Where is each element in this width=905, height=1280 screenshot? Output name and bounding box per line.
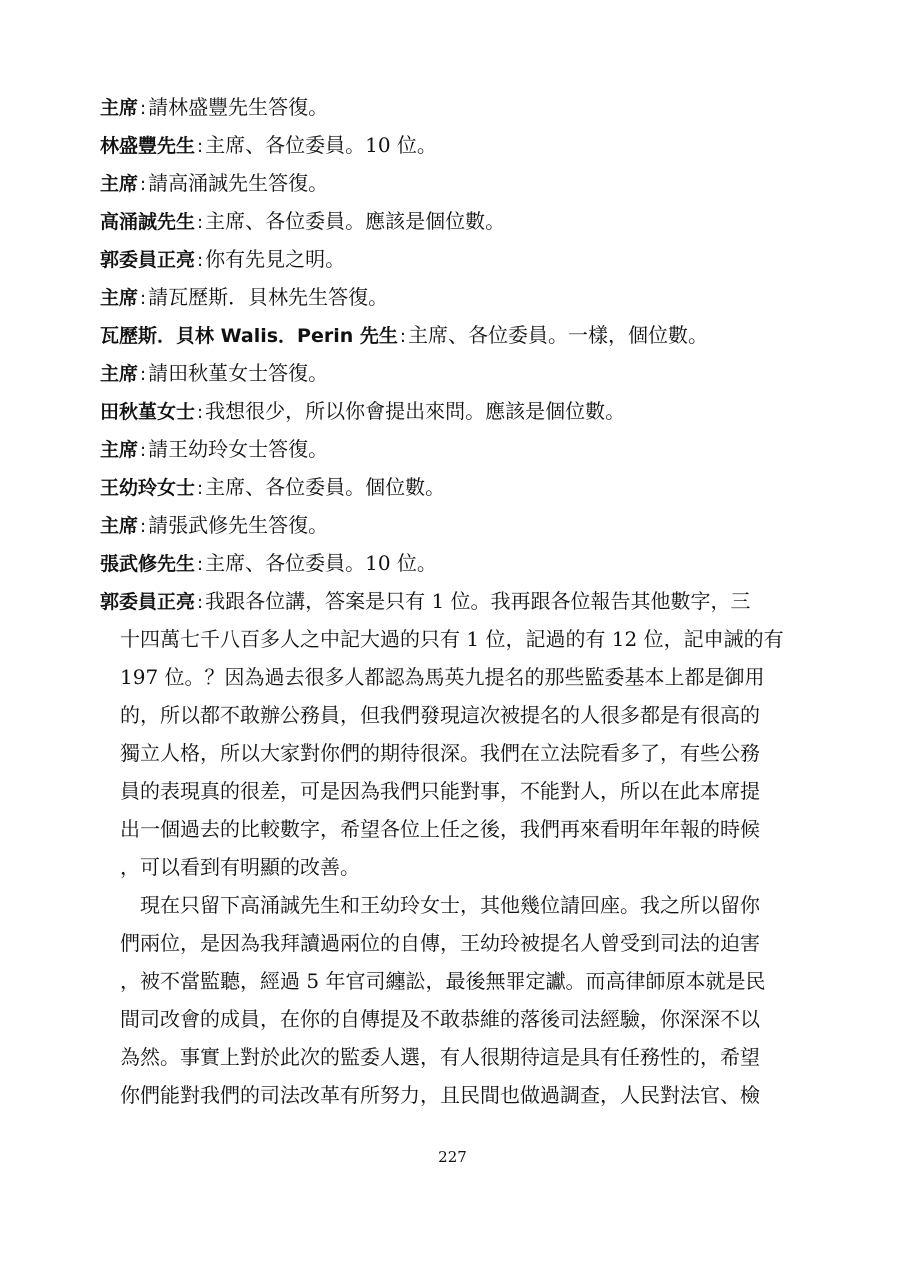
speaker-name: 主席 [100,363,139,385]
turn-text: 主席、各位委員。應該是個位數。 [205,209,506,233]
paragraph-line: 為然。事實上對於此次的監委人選，有人很期待這是具有任務性的，希望 [120,1045,760,1069]
turn-text: 請張武修先生答復。 [148,513,329,537]
speaker-name: 張武修先生 [100,553,196,575]
speaker-name: 主席 [100,287,139,309]
turn-text: 請王幼玲女士答復。 [148,437,329,461]
turn-text: 我跟各位講，答案是只有 1 位。我再跟各位報告其他數字，三 [205,589,751,613]
speaker-name: 田秋堇女士 [100,401,196,423]
speaker-name: 主席 [100,97,139,119]
turn-line: 瓦歷斯．貝林 Walis．Perin 先生 : 主席、各位委員。一樣，個位數。 [100,323,708,347]
turn-text: 請高涌誠先生答復。 [148,171,329,195]
turn-line: 林盛豐先生 : 主席、各位委員。10 位。 [100,133,437,157]
turn-line: 王幼玲女士 : 主席、各位委員。個位數。 [100,475,446,499]
turn-text: 主席、各位委員。個位數。 [205,475,446,499]
speaker-name: 主席 [100,173,139,195]
speaker-name: 瓦歷斯．貝林 Walis．Perin 先生 [100,325,398,347]
turn-text: 主席、各位委員。10 位。 [205,133,437,157]
speaker-name: 主席 [100,439,139,461]
speaker-name: 主席 [100,515,139,537]
long-turn-first-line: 郭委員正亮 : 我跟各位講，答案是只有 1 位。我再跟各位報告其他數字，三 [100,589,751,613]
paragraph-line: 們兩位，是因為我拜讀過兩位的自傳，王幼玲被提名人曾受到司法的迫害 [120,931,760,955]
paragraph-line: ，可以看到有明顯的改善。 [120,855,360,879]
turn-line: 主席 : 請瓦歷斯．貝林先生答復。 [100,285,389,309]
turn-text: 請田秋堇女士答復。 [148,361,329,385]
speaker-name: 林盛豐先生 [100,135,196,157]
paragraph-line: 現在只留下高涌誠先生和王幼玲女士，其他幾位請回座。我之所以留你 [140,893,760,917]
paragraph-line: 出一個過去的比較數字，希望各位上任之後，我們再來看明年年報的時候 [120,817,760,841]
turn-text: 主席、各位委員。10 位。 [205,551,437,575]
speaker-name: 高涌誠先生 [100,211,196,233]
paragraph-line: ，被不當監聽，經過 5 年官司纏訟，最後無罪定讞。而高律師原本就是民 [120,969,766,993]
turn-line: 郭委員正亮 : 你有先見之明。 [100,247,346,271]
speaker-name: 郭委員正亮 [100,591,196,613]
turn-text: 我想很少，所以你會提出來問。應該是個位數。 [205,399,626,423]
paragraph-line: 你們能對我們的司法改革有所努力，且民間也做過調查，人民對法官、檢 [120,1083,760,1107]
turn-text: 你有先見之明。 [205,247,346,271]
paragraph-line: 獨立人格，所以大家對你們的期待很深。我們在立法院看多了，有些公務 [120,741,760,765]
paragraph-line: 間司改會的成員，在你的自傳提及不敢恭維的落後司法經驗，你深深不以 [120,1007,760,1031]
paragraph-line: 197 位。？因為過去很多人都認為馬英九提名的那些監委基本上都是御用 [120,665,765,689]
turn-line: 田秋堇女士 : 我想很少，所以你會提出來問。應該是個位數。 [100,399,626,423]
turn-text: 請瓦歷斯．貝林先生答復。 [148,285,389,309]
turn-line: 主席 : 請王幼玲女士答復。 [100,437,329,461]
turn-line: 主席 : 請田秋堇女士答復。 [100,361,329,385]
turn-text: 主席、各位委員。一樣，個位數。 [407,323,708,347]
turn-line: 主席 : 請林盛豐先生答復。 [100,95,329,119]
turn-line: 主席 : 請張武修先生答復。 [100,513,329,537]
turn-line: 高涌誠先生 : 主席、各位委員。應該是個位數。 [100,209,506,233]
speaker-name: 郭委員正亮 [100,249,196,271]
turn-line: 主席 : 請高涌誠先生答復。 [100,171,329,195]
turn-text: 請林盛豐先生答復。 [148,95,329,119]
turn-line: 張武修先生 : 主席、各位委員。10 位。 [100,551,437,575]
speaker-name: 王幼玲女士 [100,477,196,499]
paragraph-line: 的，所以都不敢辦公務員，但我們發現這次被提名的人很多都是有很高的 [120,703,760,727]
page-number: 227 [438,1148,467,1166]
paragraph-line: 十四萬七千八百多人之中記大過的只有 1 位，記過的有 12 位，記申誡的有 [120,627,784,651]
paragraph-line: 員的表現真的很差，可是因為我們只能對事，不能對人，所以在此本席提 [120,779,760,803]
